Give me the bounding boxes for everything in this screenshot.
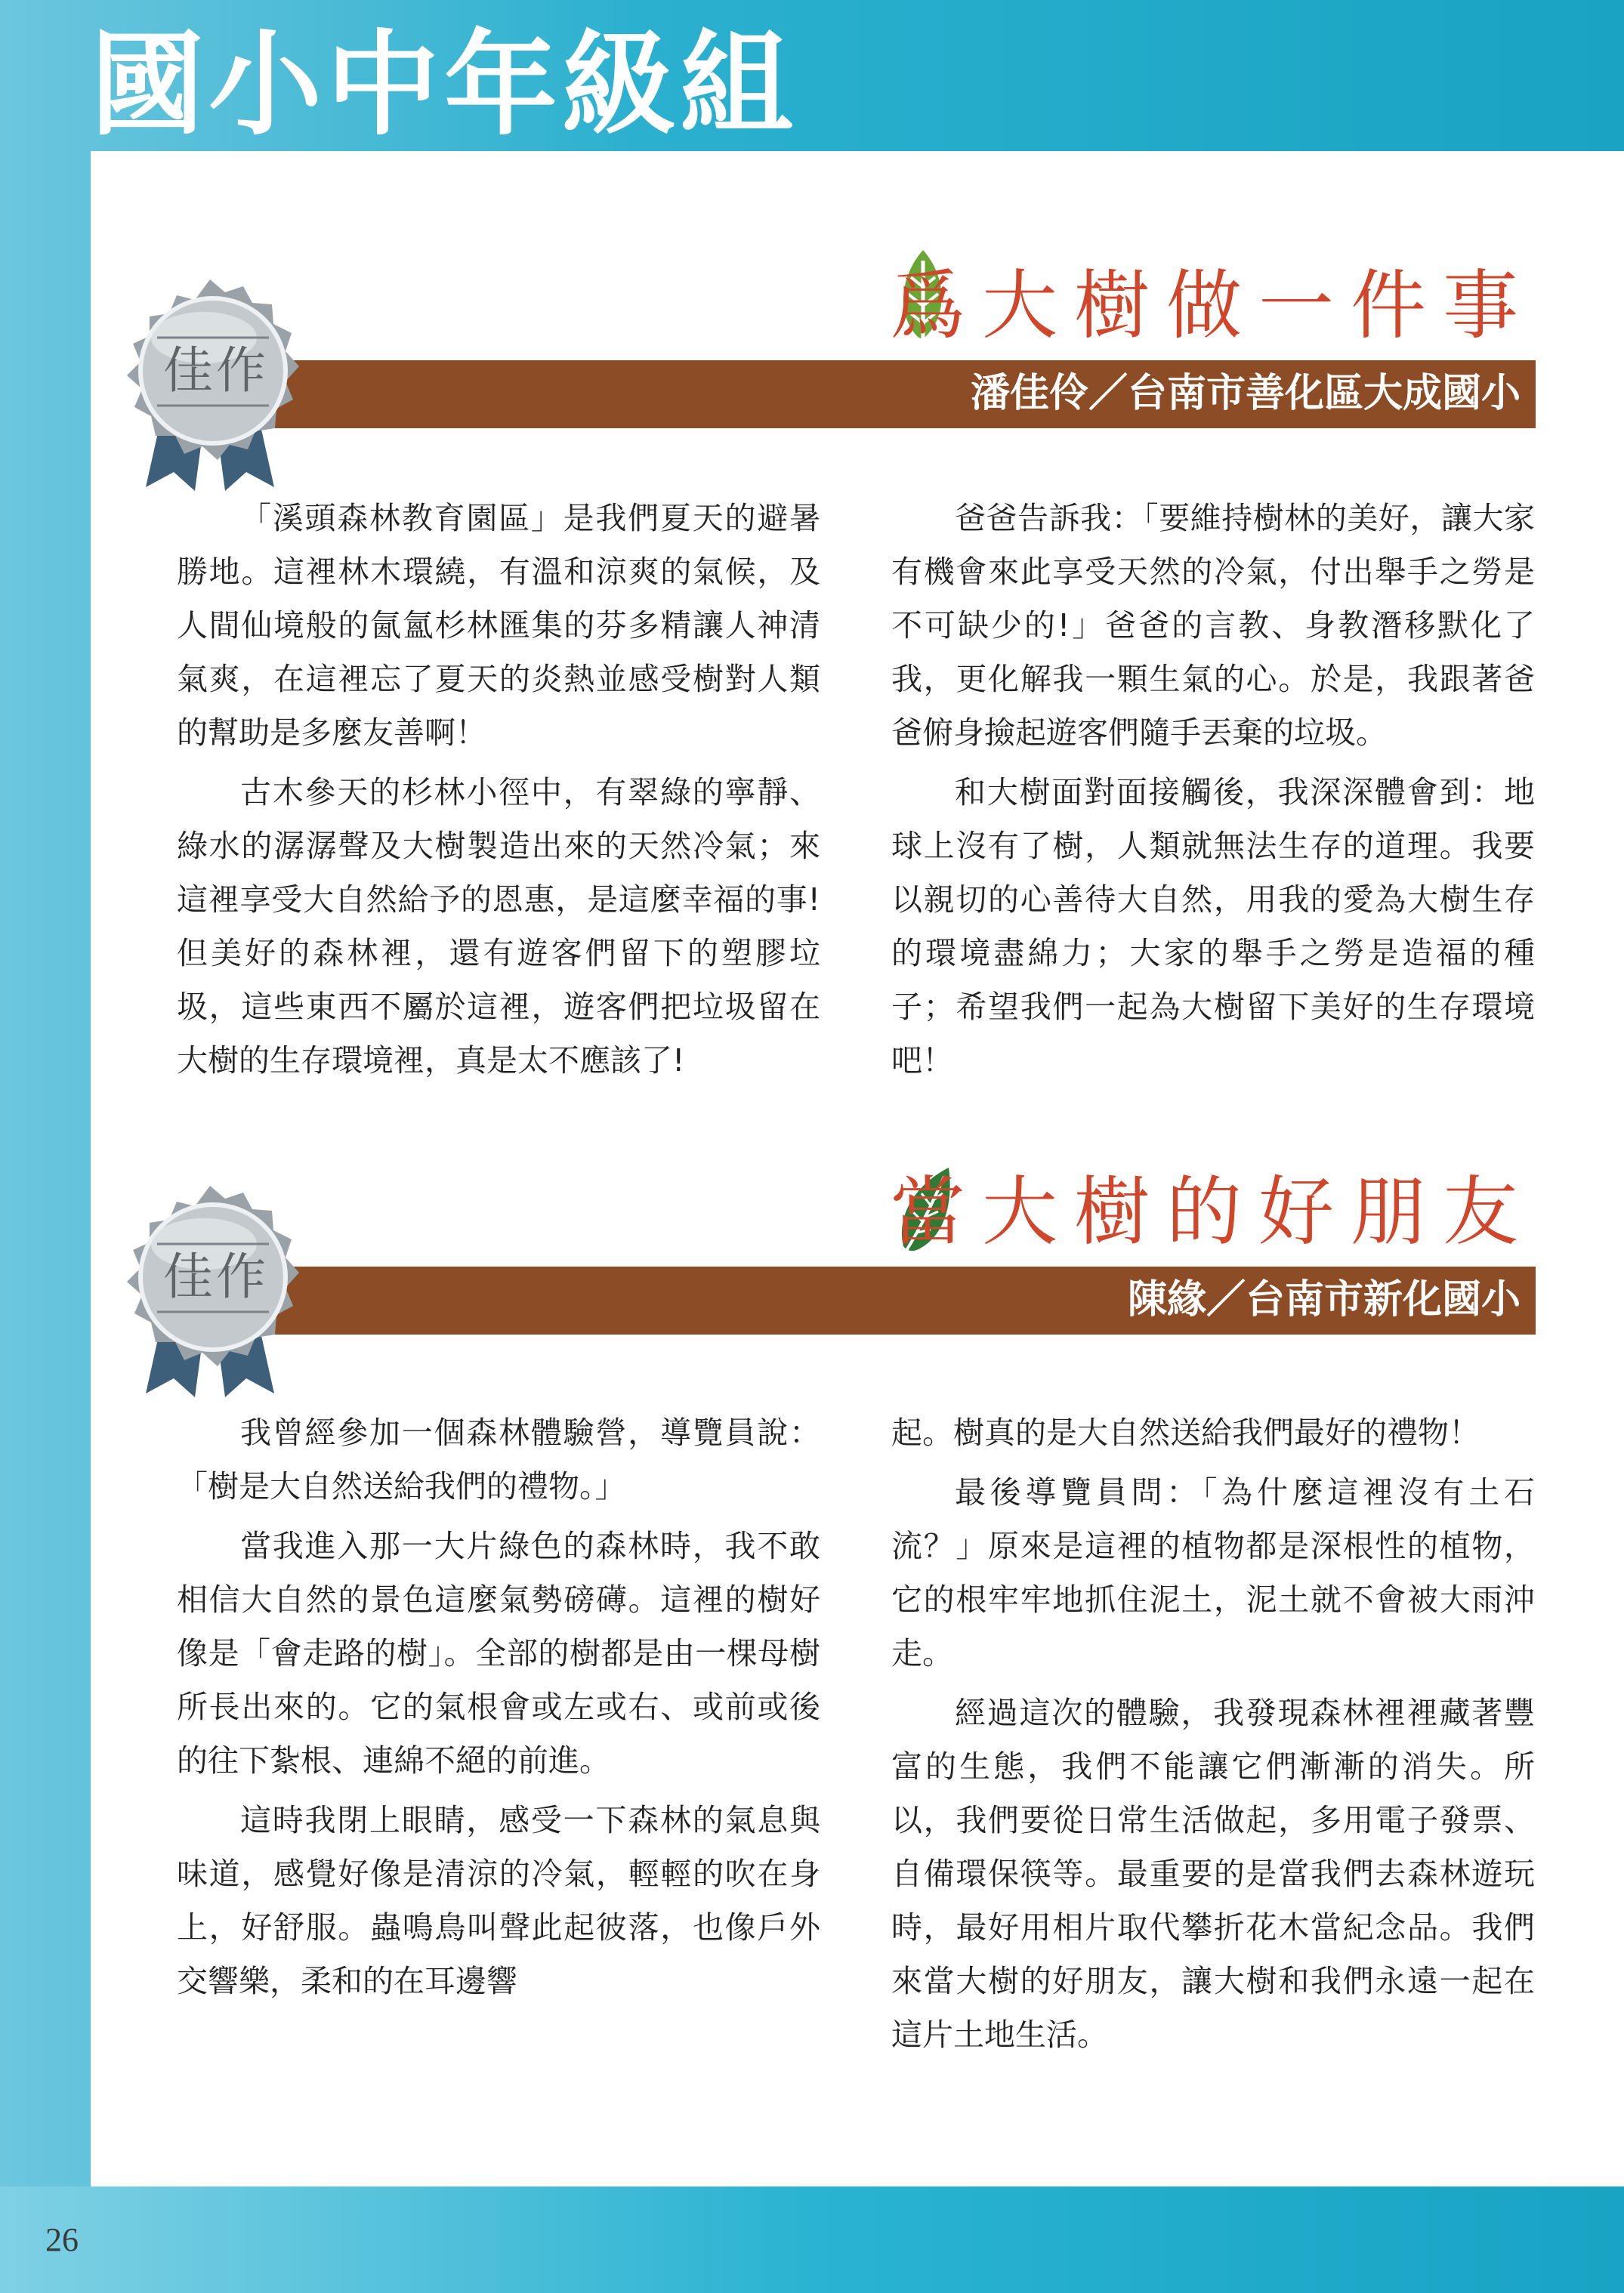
essay-2-left-column: [177, 1406, 820, 2008]
paragraph: 經過這次的體驗，我發現森林裡裡藏著豐富的生態，我們不能讓它們漸漸的消失。所以，我們要從日常生活做起，多用電子發票、自備環保筷等。最重要的是當我們去森林遊玩時，最好用相片取代攀折花木當紀念品。我們來當大樹的好朋友，讓大樹和我們永遠一起在這片土地生活。: [891, 1695, 1535, 2053]
paragraph: 古木參天的杉林小徑中，有翠綠的寧靜、綠水的潺潺聲及大樹製造出來的天然冷氣；來這裡享受大自然給予的恩惠，是這麼幸福的事!但美好的森林裡，還有遊客們留下的塑膠垃圾，這些東西不屬於這裡，遊客們把垃圾留在大樹的生存環境裡，真是太不應該了!: [177, 774, 820, 1079]
paragraph: 這時我閉上眼睛，感受一下森林的氣息與味道，感覺好像是清涼的冷氣，輕輕的吹在身上，好舒服。蟲鳴鳥叫聲此起彼落，也像戶外交響樂，柔和的在耳邊響: [177, 1802, 820, 1999]
page-title: 國小中年級組: [91, 20, 798, 151]
bottom-band: [0, 2187, 1624, 2293]
author-line: 潘佳伶／台南市善化區大成國小: [970, 371, 1521, 416]
essay-1-left-column: [177, 492, 820, 1088]
paragraph: 和大樹面對面接觸後，我深深體會到：地球上沒有了樹，人類就無法生存的道理。我要以親切的心善待大自然，用我的愛為大樹生存的環境盡綿力；大家的舉手之勞是造福的種子；希望我們一起為大樹留下美好的生存環境吧！: [891, 774, 1535, 1079]
author-bar: [272, 1267, 1536, 1335]
essay-title: 爲大樹做一件事: [890, 261, 1535, 350]
award-label: 佳作: [163, 1248, 269, 1306]
page-number: 26: [45, 2221, 79, 2258]
essay-title: 當大樹的好朋友: [890, 1168, 1535, 1256]
author-bar: [272, 360, 1536, 428]
award-badge: [104, 1182, 316, 1401]
paragraph: 最後導覽員問：「為什麼這裡沒有土石流？」原來是這裡的植物都是深根性的植物，它的根牢牢地抓住泥土，泥土就不會被大雨沖走。: [891, 1474, 1535, 1671]
author-line: 陳緣／台南市新化國小: [1127, 1277, 1521, 1322]
award-badge: [104, 276, 316, 495]
paragraph: 「溪頭森林教育園區」是我們夏天的避暑勝地。這裡林木環繞，有溫和涼爽的氣候，及人間仙境般的氤氳杉林匯集的芬多精讓人神清氣爽，在這裡忘了夏天的炎熱並感受樹對人類的幫助是多麼友善啊！: [177, 500, 820, 751]
paragraph: 爸爸告訴我：「要維持樹林的美好，讓大家有機會來此享受天然的冷氣，付出舉手之勞是不可缺少的!」爸爸的言教、身教潛移默化了我，更化解我一顆生氣的心。於是，我跟著爸爸俯身撿起遊客們隨手丟棄的垃圾。: [891, 500, 1535, 751]
essay-1-right-column: [891, 492, 1535, 1088]
paragraph: 當我進入那一大片綠色的森林時，我不敢相信大自然的景色這麼氣勢磅礡。這裡的樹好像是「會走路的樹」。全部的樹都是由一棵母樹所長出來的。它的氣根會或左或右、或前或後的往下紮根、連綿不絕的前進。: [177, 1528, 820, 1779]
paragraph: 我曾經參加一個森林體驗營，導覽員說：「樹是大自然送給我們的禮物。」: [177, 1415, 820, 1504]
essay-2-right-column: [891, 1406, 1535, 2062]
award-label: 佳作: [163, 341, 269, 400]
paragraph: 起。樹真的是大自然送給我們最好的禮物！: [891, 1415, 1480, 1451]
